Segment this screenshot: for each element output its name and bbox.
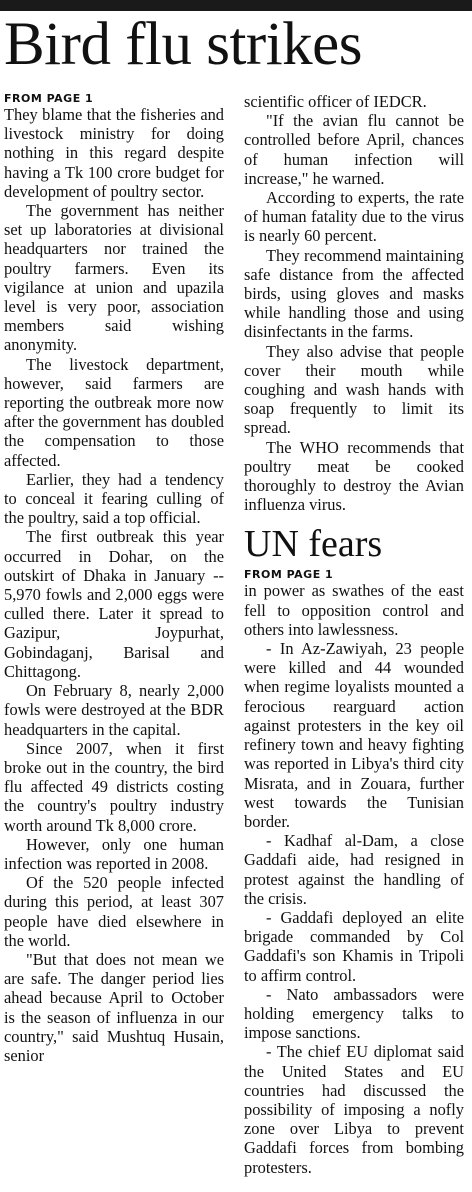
article-paragraph: They blame that the fisheries and livestock ministry for doing nothing in this regard despite having a Tk 100 crore budget for development of poultry sector.	[4, 105, 224, 201]
article-paragraph: They recommend maintaining safe distance from the affected birds, using gloves and masks while handling those and using disinfectants in the farms.	[244, 245, 464, 342]
article-paragraph: - Kadhaf al-Dam, a close Gaddafi aide, had resigned in protest against the handling of the crisis.	[244, 831, 464, 908]
article-paragraph: in power as swathes of the east fell to opposition control and others into lawlessness.	[244, 581, 464, 639]
article-paragraph: However, only one human infection was reported in 2008.	[4, 834, 224, 873]
right-column	[244, 92, 464, 1177]
article-paragraph: - Gaddafi deployed an elite brigade commanded by Col Gaddafi's son Khamis in Tripoli to affirm control.	[244, 907, 464, 985]
article-paragraph: Earlier, they had a tendency to conceal it fearing culling of the poultry, said a top official.	[4, 469, 224, 528]
left-column	[4, 92, 224, 1065]
second-story-headline: UN fears	[244, 523, 383, 566]
article-paragraph: Of the 520 people infected during this period, at least 307 people have died elsewhere in the world.	[4, 873, 224, 950]
article-paragraph: "If the avian flu cannot be controlled before April, chances of human infection will increase," he warned.	[244, 111, 464, 188]
article-paragraph: The government has neither set up laboratories at divisional headquarters nor trained the poultry farmers. Even its vigilance at union and upazila level is very poor, association members said wishing anonymity.	[4, 201, 224, 355]
article-paragraph: On February 8, nearly 2,000 fowls were destroyed at the BDR headquarters in the capital.	[4, 681, 224, 739]
from-page-label: FROM PAGE 1	[244, 568, 334, 582]
headline: Bird flu strikes	[4, 11, 362, 78]
article-paragraph: Since 2007, when it first broke out in the country, the bird flu affected 49 districts costing the country's poultry industry worth around Tk 8,000 crore.	[4, 738, 224, 835]
article-paragraph: "But that does not mean we are safe. The danger period lies ahead because April to October is the season of influenza in our country," said Mushtuq Husain, senior	[4, 949, 224, 1065]
article-paragraph: The livestock department, however, said farmers are reporting the outbreak more now after the government has doubled the compensation to those affected.	[4, 354, 224, 470]
article-paragraph: They also advise that people cover their mouth while coughing and wash hands with soap frequently to limit its spread.	[244, 341, 464, 438]
article-paragraph: - Nato ambassadors were holding emergency talks to impose sanctions.	[244, 984, 464, 1043]
article-paragraph: According to experts, the rate of human fatality due to the virus is nearly 60 percent.	[244, 188, 464, 246]
article-paragraph: - In Az-Zawiyah, 23 people were killed and 44 wounded when regime loyalists mounted a ferocious rearguard action against protesters in the key oil refinery town and heavy fighting was reported in Libya's third city Misrata, and in Zouara, further west towards the Tunisian border.	[244, 639, 464, 831]
article-continuation: scientific officer of IEDCR.	[244, 92, 427, 111]
article-paragraph: - The chief EU diplomat said the United States and EU countries had discussed the possibility of imposing a nofly zone over Libya to prevent Gaddafi forces from bombing protesters.	[244, 1042, 464, 1177]
from-page-label: FROM PAGE 1	[4, 92, 94, 105]
article-paragraph: The first outbreak this year occurred in Dohar, on the outskirt of Dhaka in January -- 5,970 fowls and 2,000 eggs were culled there. Later it spread to Gazipur, Joypurhat, Gobindaganj, Barisal and Chittagong.	[4, 527, 224, 681]
article-paragraph: The WHO recommends that poultry meat be cooked thoroughly to destroy the Avian influenza virus.	[244, 437, 464, 515]
